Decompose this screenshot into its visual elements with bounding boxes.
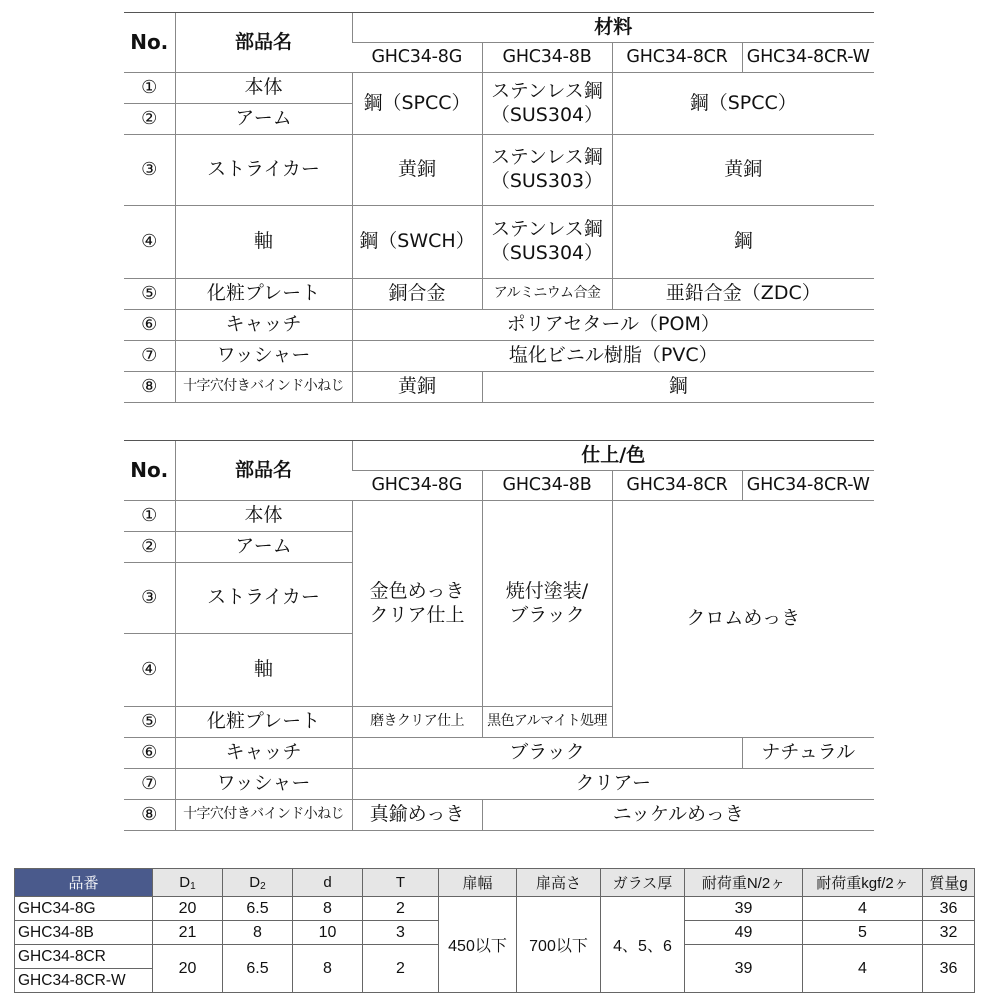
row-number: ③ bbox=[124, 135, 175, 206]
model-header: GHC34-8CR bbox=[612, 471, 742, 501]
finish-cell: クロムめっき bbox=[612, 501, 874, 738]
t-value: 2 bbox=[363, 897, 439, 921]
d2-header bbox=[223, 869, 293, 897]
material-cell: 鋼（SPCC） bbox=[612, 73, 874, 135]
small-d-header: d bbox=[293, 869, 363, 897]
material-cell: アルミニウム合金 bbox=[482, 279, 612, 310]
model-header: GHC34-8G bbox=[352, 43, 482, 73]
part-name: ワッシャー bbox=[175, 341, 352, 372]
mass-value: 36 bbox=[923, 945, 975, 993]
row-number: ⑦ bbox=[124, 341, 175, 372]
row-number: ⑧ bbox=[124, 372, 175, 403]
row-number: ⑦ bbox=[124, 769, 175, 800]
door-width-value: 450以下 bbox=[439, 897, 517, 993]
row-number: ④ bbox=[124, 634, 175, 707]
row-number: ⑥ bbox=[124, 738, 175, 769]
finish-table bbox=[124, 440, 874, 831]
mass-value: 32 bbox=[923, 921, 975, 945]
row-number: ⑤ bbox=[124, 279, 175, 310]
row-number: ① bbox=[124, 501, 175, 532]
part-name: 本体 bbox=[175, 73, 352, 104]
part-number: GHC34-8B bbox=[15, 921, 153, 945]
material-cell: 銅合金 bbox=[352, 279, 482, 310]
finish-cell: 黒色アルマイト処理 bbox=[482, 707, 612, 738]
d2-subscript: 2 bbox=[260, 881, 266, 892]
small-d-value: 8 bbox=[293, 945, 363, 993]
finish-line: 焼付塗装/ bbox=[505, 579, 589, 602]
part-name: ストライカー bbox=[175, 563, 352, 634]
material-line: ステンレス鋼 bbox=[491, 79, 603, 102]
row-number: ⑧ bbox=[124, 800, 175, 831]
finish-cell: 真鍮めっき bbox=[352, 800, 482, 831]
part-name: ワッシャー bbox=[175, 769, 352, 800]
part-number: GHC34-8CR bbox=[15, 945, 153, 969]
door-height-header: 扉高さ bbox=[517, 869, 601, 897]
row-number: ⑥ bbox=[124, 310, 175, 341]
part-name: 十字穴付きバインド小ねじ bbox=[175, 372, 352, 403]
glass-thickness-header: ガラス厚 bbox=[601, 869, 685, 897]
material-line: （SUS304） bbox=[490, 103, 604, 126]
load-kgf-header: 耐荷重kgf/2ヶ bbox=[803, 869, 923, 897]
material-line: （SUS303） bbox=[490, 170, 604, 192]
part-name-header: 部品名 bbox=[175, 441, 352, 501]
finish-line: 金色めっき bbox=[369, 579, 465, 602]
finish-cell: ナチュラル bbox=[742, 738, 874, 769]
part-name-header: 部品名 bbox=[175, 13, 352, 73]
mass-value: 36 bbox=[923, 897, 975, 921]
part-name: 軸 bbox=[175, 634, 352, 707]
part-name: 十字穴付きバインド小ねじ bbox=[175, 800, 352, 831]
part-name: 本体 bbox=[175, 501, 352, 532]
material-cell: 鋼（SPCC） bbox=[352, 73, 482, 135]
material-cell: 塩化ビニル樹脂（PVC） bbox=[352, 341, 874, 372]
finish-cell bbox=[352, 501, 482, 707]
material-cell: 鋼 bbox=[612, 206, 874, 279]
part-name: アーム bbox=[175, 532, 352, 563]
load-n-value: 39 bbox=[685, 897, 803, 921]
row-number: ① bbox=[124, 73, 175, 104]
load-n-value: 49 bbox=[685, 921, 803, 945]
part-number: GHC34-8G bbox=[15, 897, 153, 921]
part-name: 化粧プレート bbox=[175, 707, 352, 738]
material-cell: 鋼 bbox=[482, 372, 874, 403]
small-d-value: 8 bbox=[293, 897, 363, 921]
door-width-header: 扉幅 bbox=[439, 869, 517, 897]
part-name: キャッチ bbox=[175, 738, 352, 769]
model-header: GHC34-8CR-W bbox=[742, 471, 874, 501]
d2-value: 6.5 bbox=[223, 897, 293, 921]
d1-header bbox=[153, 869, 223, 897]
model-header: GHC34-8B bbox=[482, 43, 612, 73]
d2-letter: D bbox=[249, 874, 261, 891]
finish-cell: 磨きクリア仕上 bbox=[352, 707, 482, 738]
load-kgf-value: 4 bbox=[803, 945, 923, 993]
row-number: ④ bbox=[124, 206, 175, 279]
no-header: No. bbox=[124, 13, 175, 73]
material-cell: 黄銅 bbox=[352, 372, 482, 403]
part-name: 化粧プレート bbox=[175, 279, 352, 310]
mass-header: 質量g bbox=[923, 869, 975, 897]
material-cell: 亜鉛合金（ZDC） bbox=[612, 279, 874, 310]
t-value: 2 bbox=[363, 945, 439, 993]
part-number-header: 品番 bbox=[15, 869, 153, 897]
no-header: No. bbox=[124, 441, 175, 501]
row-number: ② bbox=[124, 532, 175, 563]
material-cell: ポリアセタール（POM） bbox=[352, 310, 874, 341]
d1-value: 20 bbox=[153, 945, 223, 993]
d2-value: 6.5 bbox=[223, 945, 293, 993]
dimension-table bbox=[14, 868, 975, 993]
finish-cell: ニッケルめっき bbox=[482, 800, 874, 831]
d1-subscript: 1 bbox=[190, 881, 196, 892]
load-kgf-value: 4 bbox=[803, 897, 923, 921]
row-number: ③ bbox=[124, 563, 175, 634]
model-header: GHC34-8B bbox=[482, 471, 612, 501]
part-name: アーム bbox=[175, 104, 352, 135]
finish-cell: ブラック bbox=[352, 738, 742, 769]
material-table bbox=[124, 12, 874, 403]
material-line: ステンレス鋼 bbox=[491, 146, 603, 169]
finish-cell: クリアー bbox=[352, 769, 874, 800]
small-d-value: 10 bbox=[293, 921, 363, 945]
d2-value: 8 bbox=[223, 921, 293, 945]
model-header: GHC34-8CR bbox=[612, 43, 742, 73]
d1-letter: D bbox=[179, 874, 191, 891]
part-name: ストライカー bbox=[175, 135, 352, 206]
door-height-value: 700以下 bbox=[517, 897, 601, 993]
load-n-header: 耐荷重N/2ヶ bbox=[685, 869, 803, 897]
d1-value: 20 bbox=[153, 897, 223, 921]
row-number: ② bbox=[124, 104, 175, 135]
material-cell: 黄銅 bbox=[352, 135, 482, 206]
material-cell bbox=[482, 206, 612, 279]
load-kgf-value: 5 bbox=[803, 921, 923, 945]
model-header: GHC34-8G bbox=[352, 471, 482, 501]
material-cell bbox=[482, 73, 612, 135]
glass-thickness-value: 4、5、6 bbox=[601, 897, 685, 993]
load-n-value: 39 bbox=[685, 945, 803, 993]
part-name: 軸 bbox=[175, 206, 352, 279]
model-header: GHC34-8CR-W bbox=[742, 43, 874, 73]
t-value: 3 bbox=[363, 921, 439, 945]
row-number: ⑤ bbox=[124, 707, 175, 738]
material-cell bbox=[482, 135, 612, 206]
material-cell: 黄銅 bbox=[612, 135, 874, 206]
finish-line: ブラック bbox=[509, 603, 585, 626]
d1-value: 21 bbox=[153, 921, 223, 945]
material-cell: 鋼（SWCH） bbox=[352, 206, 482, 279]
material-line: ステンレス鋼 bbox=[491, 218, 603, 241]
material-group-header: 材料 bbox=[352, 13, 874, 43]
t-header: T bbox=[363, 869, 439, 897]
finish-group-header: 仕上/色 bbox=[352, 441, 874, 471]
part-number: GHC34-8CR-W bbox=[15, 969, 153, 993]
finish-line: クリア仕上 bbox=[369, 603, 465, 626]
finish-cell bbox=[482, 501, 612, 707]
material-line: （SUS304） bbox=[490, 242, 604, 264]
part-name: キャッチ bbox=[175, 310, 352, 341]
